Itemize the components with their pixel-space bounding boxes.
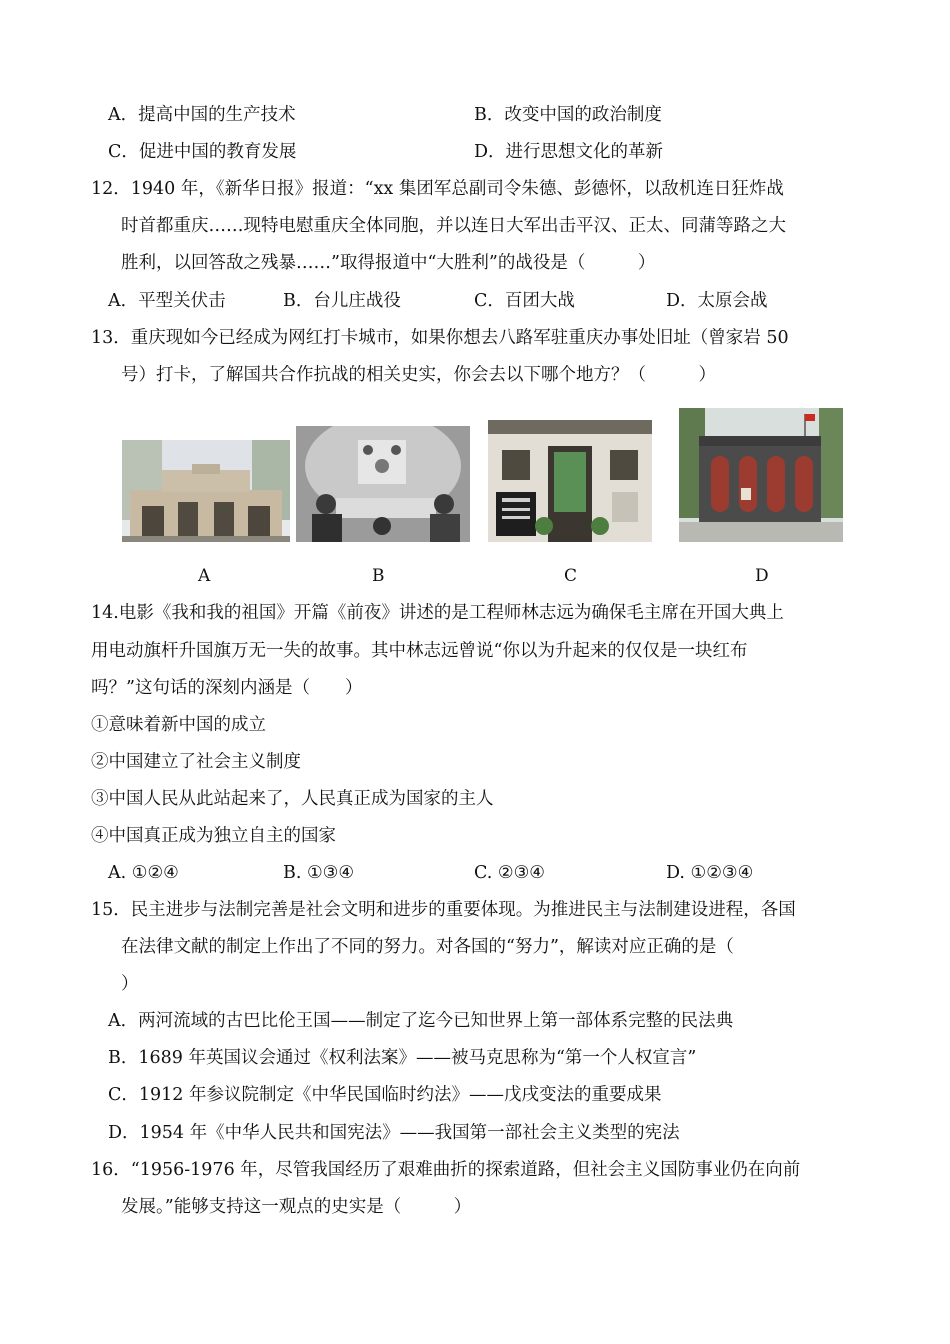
q15-option-b[interactable]: B．1689 年英国议会通过《权利法案》——被马克思称为“第一个人权宣言” <box>108 1048 697 1068</box>
q12-option-b[interactable]: B．台儿庄战役 <box>283 291 401 311</box>
q14-stem-line3: 吗？”这句话的深刻内涵是（ ） <box>91 678 363 698</box>
q11-option-b[interactable]: B．改变中国的政治制度 <box>474 105 662 125</box>
photo-d-caption: D <box>755 566 769 586</box>
q14-statement-1: ①意味着新中国的成立 <box>91 715 266 735</box>
photo-b-caption: B <box>372 566 385 586</box>
q14-stem-line1: 14.电影《我和我的祖国》开篇《前夜》讲述的是工程师林志远为确保毛主席在开国大典上 <box>91 603 784 623</box>
q11-option-a[interactable]: A．提高中国的生产技术 <box>108 105 296 125</box>
q14-statement-2: ②中国建立了社会主义制度 <box>91 752 301 772</box>
q14-statement-3: ③中国人民从此站起来了，人民真正成为国家的主人 <box>91 789 494 809</box>
q15-stem-line3: ） <box>121 974 139 994</box>
q15-stem-line1: 15．民主进步与法制完善是社会文明和进步的重要体现。为推进民主与法制建设进程，各国 <box>91 900 796 920</box>
q12-option-d[interactable]: D．太原会战 <box>666 291 768 311</box>
q14-option-d[interactable]: D. ①②③④ <box>666 863 754 883</box>
q12-stem-line3: 胜利，以回答敌之残暴……”取得报道中“大胜利”的战役是（ ） <box>121 253 656 273</box>
q12-option-a[interactable]: A．平型关伏击 <box>108 291 226 311</box>
q14-option-c[interactable]: C. ②③④ <box>474 863 545 883</box>
q13-stem-line1: 13．重庆现如今已经成为网红打卡城市，如果你想去八路军驻重庆办事处旧址（曾家岩 50 <box>91 328 789 348</box>
q15-stem-line2: 在法律文献的制定上作出了不同的努力。对各国的“努力”，解读对应正确的是（ <box>121 937 734 957</box>
photo-c-old-building-doorway[interactable] <box>488 420 652 542</box>
q15-option-d[interactable]: D．1954 年《中华人民共和国宪法》——我国第一部社会主义类型的宪法 <box>108 1123 680 1143</box>
q14-option-b[interactable]: B. ①③④ <box>283 863 355 883</box>
q11-option-d[interactable]: D．进行思想文化的革新 <box>474 142 664 162</box>
q14-stem-line2: 用电动旗杆升国旗万无一失的故事。其中林志远曾说“你以为升起来的仅仅是一块红布 <box>91 641 748 661</box>
q16-stem-line1: 16．“1956-1976 年，尽管我国经历了艰难曲折的探索道路，但社会主义国防事业仍在向前 <box>91 1160 801 1180</box>
q14-statement-4: ④中国真正成为独立自主的国家 <box>91 826 336 846</box>
q12-option-c[interactable]: C．百团大战 <box>474 291 575 311</box>
q13-stem-line2: 号）打卡，了解国共合作抗战的相关史实，你会去以下哪个地方？（ ） <box>121 365 716 385</box>
q12-stem-line1: 12．1940 年，《新华日报》报道：“xx 集团军总副司令朱德、彭德怀，以敌机连日狂炸战 <box>91 179 784 199</box>
photo-a-caption: A <box>198 566 211 586</box>
q15-option-a[interactable]: A．两河流域的古巴比伦王国——制定了迄今已知世界上第一部体系完整的民法典 <box>108 1011 734 1031</box>
q15-option-c[interactable]: C．1912 年参议院制定《中华民国临时约法》——戊戌变法的重要成果 <box>108 1085 662 1105</box>
q16-stem-line2: 发展。”能够支持这一观点的史实是（ ） <box>121 1197 472 1217</box>
q14-option-a[interactable]: A. ①②④ <box>108 863 179 883</box>
photo-d-brick-building[interactable] <box>679 408 843 542</box>
q11-option-c[interactable]: C．促进中国的教育发展 <box>108 142 297 162</box>
photo-a-presidential-gate[interactable] <box>122 440 290 542</box>
photo-b-meeting-scene[interactable] <box>296 426 470 542</box>
q12-stem-line2: 时首都重庆……现特电慰重庆全体同胞，并以连日大军出击平汉、正太、同蒲等路之大 <box>121 216 786 236</box>
photo-c-caption: C <box>564 566 578 586</box>
